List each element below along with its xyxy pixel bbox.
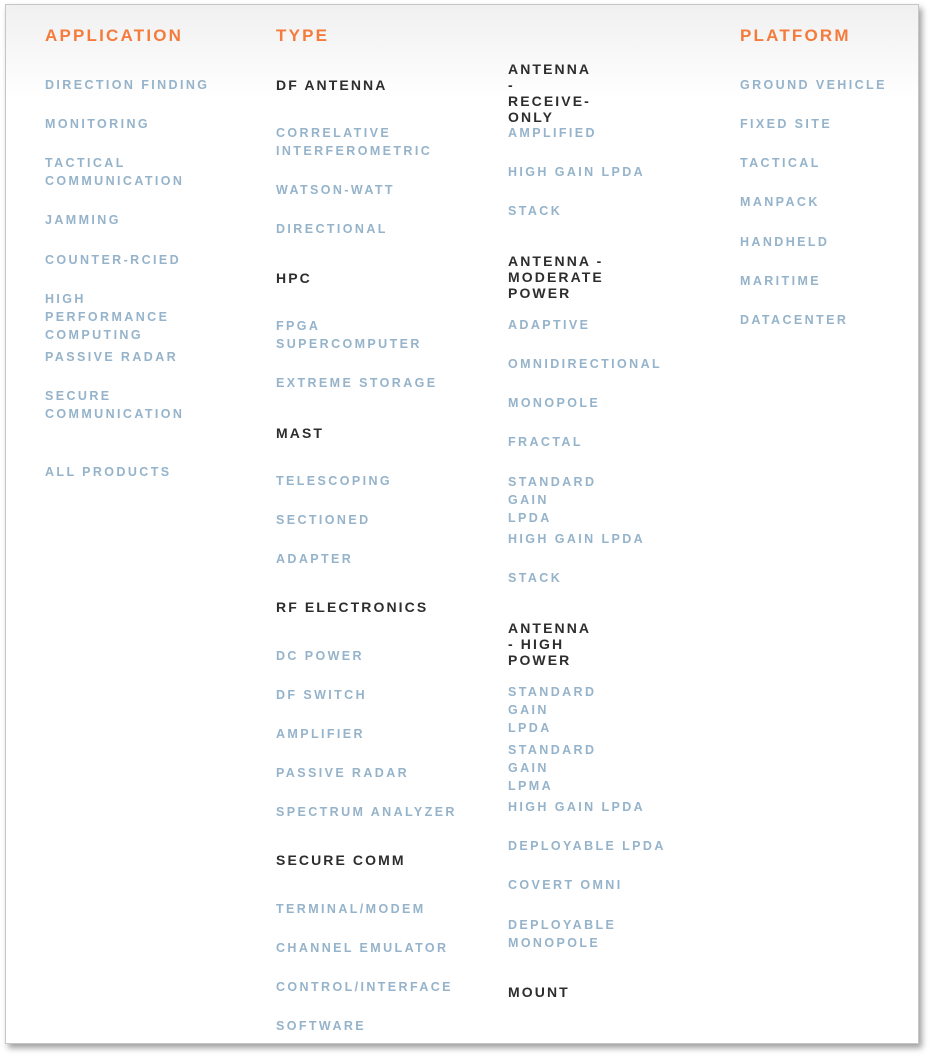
antenna-link-amplified[interactable]: AMPLIFIED <box>508 126 597 140</box>
type-link-fpga-supercomputer[interactable]: FPGA SUPERCOMPUTER <box>276 319 422 351</box>
antenna-link-high-gain-lpda-receive[interactable]: HIGH GAIN LPDA <box>508 165 646 179</box>
application-link-passive-radar[interactable]: PASSIVE RADAR <box>45 350 179 364</box>
antenna-link-standard-gain-lpda-moderate[interactable]: STANDARD GAIN LPDA <box>508 475 597 525</box>
group-title-rf-electronics: RF ELECTRONICS <box>276 599 429 615</box>
type-link-correlative-interferometric[interactable]: CORRELATIVE INTERFEROMETRIC <box>276 126 433 158</box>
type-link-passive-radar[interactable]: PASSIVE RADAR <box>276 766 410 780</box>
platform-link-manpack[interactable]: MANPACK <box>740 195 820 209</box>
platform-link-datacenter[interactable]: DATACENTER <box>740 313 849 327</box>
antenna-link-monopole[interactable]: MONOPOLE <box>508 396 601 410</box>
antenna-link-standard-gain-lpda-high[interactable]: STANDARD GAIN LPDA <box>508 685 597 735</box>
type-link-df-switch[interactable]: DF SWITCH <box>276 688 368 702</box>
antenna-link-omnidirectional[interactable]: OMNIDIRECTIONAL <box>508 357 663 371</box>
antenna-link-fractal[interactable]: FRACTAL <box>508 435 583 449</box>
application-link-secure-communication[interactable]: SECURE COMMUNICATION <box>45 389 185 421</box>
type-link-telescoping[interactable]: TELESCOPING <box>276 474 392 488</box>
antenna-link-standard-gain-lpma[interactable]: STANDARD GAIN LPMA <box>508 743 597 793</box>
application-link-jamming[interactable]: JAMMING <box>45 213 121 227</box>
type-link-dc-power[interactable]: DC POWER <box>276 649 364 663</box>
application-link-counter-rcied[interactable]: COUNTER-RCIED <box>45 253 182 267</box>
type-link-watson-watt[interactable]: WATSON-WATT <box>276 183 395 197</box>
group-title-df-antenna: DF ANTENNA <box>276 77 388 93</box>
antenna-link-adaptive[interactable]: ADAPTIVE <box>508 318 591 332</box>
product-menu-panel <box>5 4 919 1044</box>
application-link-direction-finding[interactable]: DIRECTION FINDING <box>45 78 210 92</box>
type-link-control-interface[interactable]: CONTROL/INTERFACE <box>276 980 453 994</box>
type-link-extreme-storage[interactable]: EXTREME STORAGE <box>276 376 438 390</box>
antenna-link-deployable-monopole[interactable]: DEPLOYABLE MONOPOLE <box>508 918 617 950</box>
group-title-secure-comm: SECURE COMM <box>276 852 406 868</box>
application-link-tactical-communication[interactable]: TACTICAL COMMUNICATION <box>45 156 185 188</box>
application-link-monitoring[interactable]: MONITORING <box>45 117 151 131</box>
platform-link-ground-vehicle[interactable]: GROUND VEHICLE <box>740 78 887 92</box>
antenna-link-deployable-lpda[interactable]: DEPLOYABLE LPDA <box>508 839 666 853</box>
type-link-directional[interactable]: DIRECTIONAL <box>276 222 388 236</box>
platform-header: PLATFORM <box>740 26 851 45</box>
type-link-sectioned[interactable]: SECTIONED <box>276 513 371 527</box>
type-link-adapter[interactable]: ADAPTER <box>276 552 354 566</box>
group-title-antenna-receive-only: ANTENNA - RECEIVE-ONLY <box>508 61 591 125</box>
group-title-hpc: HPC <box>276 270 312 286</box>
platform-link-tactical[interactable]: TACTICAL <box>740 156 821 170</box>
type-link-terminal-modem[interactable]: TERMINAL/MODEM <box>276 902 426 916</box>
application-link-high-performance-computing[interactable]: HIGH PERFORMANCE COMPUTING <box>45 292 170 342</box>
application-header: APPLICATION <box>45 26 184 45</box>
antenna-link-high-gain-lpda-high[interactable]: HIGH GAIN LPDA <box>508 800 646 814</box>
type-link-spectrum-analyzer[interactable]: SPECTRUM ANALYZER <box>276 805 457 819</box>
platform-link-handheld[interactable]: HANDHELD <box>740 235 830 249</box>
type-link-software[interactable]: SOFTWARE <box>276 1019 367 1033</box>
group-title-antenna-moderate-power: ANTENNA - MODERATE POWER <box>508 253 604 301</box>
antenna-link-stack-moderate[interactable]: STACK <box>508 571 563 585</box>
antenna-link-high-gain-lpda-moderate[interactable]: HIGH GAIN LPDA <box>508 532 646 546</box>
platform-link-maritime[interactable]: MARITIME <box>740 274 821 288</box>
type-link-channel-emulator[interactable]: CHANNEL EMULATOR <box>276 941 449 955</box>
platform-link-fixed-site[interactable]: FIXED SITE <box>740 117 833 131</box>
type-header: TYPE <box>276 26 330 45</box>
type-link-amplifier[interactable]: AMPLIFIER <box>276 727 365 741</box>
group-title-antenna-high-power: ANTENNA - HIGH POWER <box>508 620 591 668</box>
antenna-link-stack-receive[interactable]: STACK <box>508 204 563 218</box>
antenna-link-covert-omni[interactable]: COVERT OMNI <box>508 878 623 892</box>
application-link-all-products[interactable]: ALL PRODUCTS <box>45 465 172 479</box>
group-title-mount: MOUNT <box>508 984 570 1000</box>
group-title-mast: MAST <box>276 425 325 441</box>
